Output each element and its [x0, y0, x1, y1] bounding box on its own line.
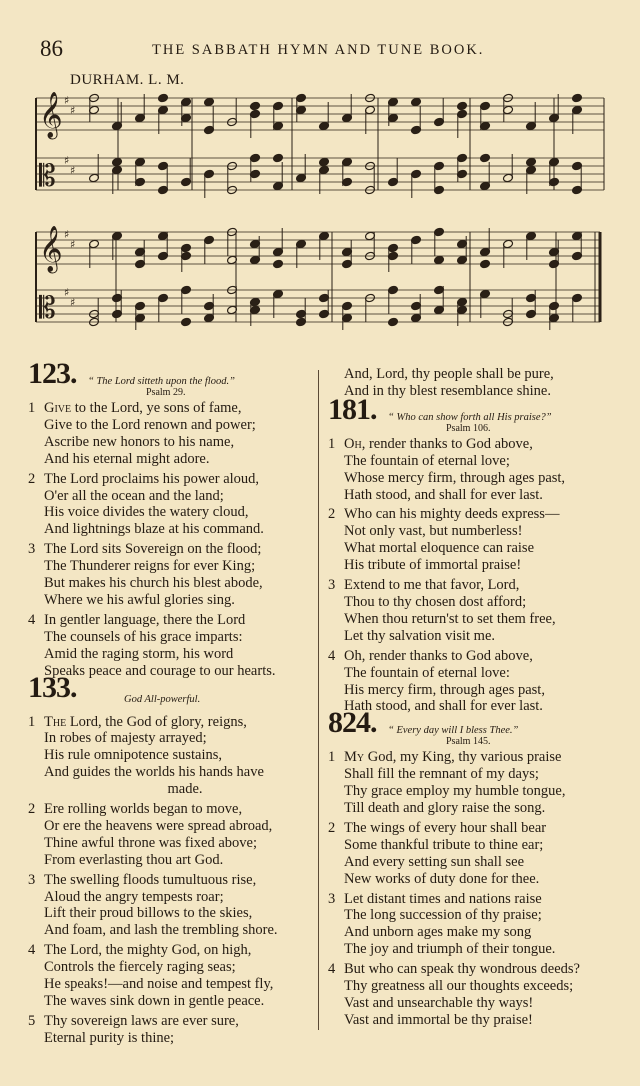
- sharp-icon: ♯: [64, 286, 70, 299]
- left-column: [26, 357, 314, 1050]
- verse-line: And every setting sun shall see: [344, 853, 525, 870]
- verse-line: Aloud the angry tempests roar;: [44, 888, 224, 905]
- verse-line: Thou to thy chosen dost afford;: [344, 593, 527, 610]
- verse-line: And unborn ages make my song: [344, 924, 532, 941]
- hymn-psalm: Psalm 145.: [446, 736, 491, 748]
- verse-line: But who can speak thy wondrous deeds?: [344, 961, 580, 978]
- verse-line: The waves sink down in gentle peace.: [44, 993, 265, 1009]
- verse-line: The long succession of thy praise;: [344, 907, 542, 924]
- verse-line: His voice divides the watery cloud,: [44, 504, 249, 521]
- verse-line: And foam, and lash the trembling shore.: [44, 922, 278, 939]
- verse: [326, 436, 614, 504]
- verse-line: O'er all the ocean and the land;: [44, 487, 224, 504]
- note-head: [434, 255, 445, 265]
- verse: [26, 872, 314, 940]
- verse: [26, 714, 314, 799]
- note-head: [204, 97, 215, 107]
- note-head: [273, 259, 284, 269]
- verse: [26, 541, 314, 609]
- music-score: [0, 0, 640, 340]
- note-head: [273, 153, 284, 163]
- hymn-181: [326, 392, 614, 716]
- line-text: , render thanks to God above,: [361, 435, 533, 452]
- verse: [26, 942, 314, 1010]
- column-divider: [318, 370, 319, 1030]
- note-head: [112, 157, 123, 167]
- line-text: to the Lord, ye sons of fame,: [71, 400, 242, 416]
- verse: [326, 506, 614, 574]
- verse-line: [326, 749, 614, 766]
- verse-number: 3: [28, 871, 36, 888]
- verse-line: Who can his mighty deeds express—: [344, 506, 560, 523]
- running-head: THE SABBATH HYMN AND TUNE BOOK.: [152, 42, 485, 58]
- first-word: The: [44, 713, 67, 730]
- verse-number: 3: [328, 890, 336, 907]
- verse-line: Controls the fiercely raging seas;: [44, 959, 236, 976]
- verse-number: 2: [28, 470, 36, 487]
- verse-line: The fountain of eternal love:: [344, 664, 510, 681]
- verse-line: And lightnings blaze at his command.: [44, 521, 264, 538]
- verse-line: His mercy firm, through ages past,: [344, 681, 545, 698]
- hymn-header: [326, 392, 614, 436]
- verse-line: When thou return'st to set them free,: [344, 610, 556, 627]
- verse-line: [26, 400, 314, 417]
- note-head: [480, 153, 491, 163]
- hymn-motto: God All-powerful.: [124, 693, 201, 705]
- right-column: [326, 366, 614, 1032]
- verse-line: The Lord, the mighty God, on high,: [44, 942, 252, 959]
- verse: [26, 471, 314, 539]
- verse-number: 1: [28, 400, 36, 416]
- verse-line: His rule omnipotence sustains,: [44, 747, 223, 764]
- verse-line: His tribute of immortal praise!: [344, 557, 522, 574]
- verse: [26, 400, 314, 468]
- line-text: Lord, the God of glory, reigns,: [66, 713, 247, 730]
- verse-line: Lift their proud billows to the skies,: [44, 905, 253, 922]
- verse-line: Ascribe new honors to his name,: [44, 433, 235, 450]
- verse-line: The Lord proclaims his power aloud,: [44, 470, 260, 487]
- verse-line: Thy grace employ my humble tongue,: [344, 783, 566, 800]
- hymn-psalm: Psalm 29.: [146, 387, 186, 398]
- verse-line: The counsels of his grace imparts:: [44, 628, 243, 645]
- hymn-123: [26, 357, 314, 680]
- verse-number: 4: [28, 611, 36, 628]
- verse-line: But makes his church his blest abode,: [44, 575, 263, 592]
- verse-line: Amid the raging storm, his word: [44, 645, 234, 662]
- verse-line: The Lord sits Sovereign on the flood;: [44, 541, 262, 558]
- line-text: God, my King, thy various praise: [364, 749, 562, 766]
- first-word: Give: [44, 400, 72, 416]
- verse-number: 5: [28, 1012, 36, 1029]
- verse-line: Speaks peace and courage to our hearts.: [44, 662, 276, 679]
- verse-line: Shall fill the remnant of my days;: [344, 766, 539, 783]
- verse-line: Vast and unsearchable thy ways!: [344, 995, 534, 1011]
- verse-line: Hath stood, and shall for ever last.: [344, 698, 543, 715]
- verse: [326, 648, 614, 716]
- verse-line: And in thy blest resemblance shine.: [344, 382, 551, 399]
- verse: [326, 961, 614, 1029]
- hymn-number: 181.: [328, 392, 377, 426]
- verse-line: Ere rolling worlds began to move,: [44, 801, 243, 818]
- sharp-icon: ♯: [64, 228, 70, 241]
- verse-line: The Thunderer reigns for ever King;: [44, 558, 256, 575]
- verse-line: And, Lord, thy people shall be pure,: [344, 366, 554, 382]
- verse-number: 1: [328, 435, 336, 452]
- hymn-motto: “ Who can show forth all His praise?”: [388, 411, 552, 423]
- verse-number: 3: [328, 577, 336, 594]
- tune-title: DURHAM. L. M.: [70, 72, 185, 88]
- first-word: Oh: [344, 435, 362, 452]
- treble-clef-icon: 𝄞: [39, 92, 63, 138]
- note-head: [480, 259, 491, 269]
- verse-line: In gentler language, there the Lord: [44, 611, 246, 628]
- verse: [326, 891, 614, 959]
- treble-clef-icon: 𝄞: [39, 226, 63, 272]
- verse: [26, 612, 314, 680]
- verse-line: Thy greatness all our thoughts exceeds;: [344, 978, 574, 995]
- verse-line: Not only vast, but numberless!: [344, 523, 523, 540]
- verse-line: [26, 714, 314, 731]
- verse: [26, 1013, 314, 1047]
- verse-line: The fountain of eternal love;: [344, 452, 510, 469]
- verse-line: He speaks!—and noise and tempest fly,: [44, 976, 274, 993]
- verse-number: 4: [28, 942, 36, 959]
- verse: [26, 801, 314, 869]
- note-head: [319, 157, 330, 167]
- verse-line: What mortal eloquence can raise: [344, 540, 535, 557]
- verse-number: 4: [328, 647, 336, 664]
- verse-line: From everlasting thou art God.: [44, 851, 224, 868]
- note-head: [457, 101, 468, 111]
- page-number: 86: [40, 36, 63, 61]
- verse: [326, 820, 614, 888]
- sharp-icon: ♯: [70, 296, 76, 309]
- verse-line: Eternal purity is thine;: [44, 1029, 175, 1046]
- hymn-psalm: Psalm 106.: [446, 422, 491, 434]
- verse-line: Where we his awful glories sing.: [44, 591, 235, 608]
- verse-line: And guides the worlds his hands have: [44, 764, 264, 781]
- verse-line: In robes of majesty arrayed;: [44, 730, 207, 747]
- hymn-number: 824.: [328, 706, 377, 740]
- hymn-number: 123.: [28, 357, 77, 390]
- hymn-motto: “ Every day will I bless Thee.”: [388, 725, 519, 737]
- verse-line: Extend to me that favor, Lord,: [344, 577, 520, 594]
- sharp-icon: ♯: [64, 94, 70, 107]
- hymn-motto: “ The Lord sitteth upon the flood.”: [88, 376, 235, 387]
- verse-line: Let thy salvation visit me.: [344, 627, 496, 644]
- sharp-icon: ♯: [70, 238, 76, 251]
- verse-number: 1: [328, 749, 336, 766]
- note-head: [572, 93, 583, 103]
- verse-number: 2: [328, 506, 336, 523]
- verse-number: 4: [328, 961, 336, 978]
- sharp-icon: ♯: [70, 104, 76, 117]
- first-word: My: [344, 749, 365, 766]
- verse-line: Till death and glory raise the song.: [344, 800, 546, 817]
- verse-line: Oh, render thanks to God above,: [344, 647, 533, 664]
- verse-line: Let distant times and nations raise: [344, 890, 542, 907]
- verse-line: The wings of every hour shall bear: [344, 819, 547, 836]
- sharp-icon: ♯: [70, 164, 76, 177]
- verse-line: made.: [167, 781, 203, 798]
- verse-number: 2: [28, 801, 36, 818]
- verse-line: Give to the Lord renown and power;: [44, 416, 256, 433]
- alto-clef-icon: 𝄡: [39, 159, 56, 194]
- note-head: [158, 93, 169, 103]
- verse-line: Thine awful throne was fixed above;: [44, 834, 257, 851]
- hymn-number: 133.: [28, 670, 77, 704]
- verse-line: Hath stood, and shall for ever last.: [344, 486, 543, 503]
- hymn-header: [26, 357, 314, 400]
- verse-line: [326, 436, 614, 453]
- verse: [326, 577, 614, 645]
- verse-line: Vast and immortal be thy praise!: [344, 1011, 533, 1028]
- note-head: [526, 157, 537, 167]
- sharp-icon: ♯: [64, 154, 70, 167]
- verse-line: The joy and triumph of their tongue.: [344, 941, 556, 958]
- verse-line: Thy sovereign laws are ever sure,: [44, 1012, 239, 1029]
- verse-line: Whose mercy firm, through ages past,: [344, 469, 566, 486]
- verse-line: And his eternal might adore.: [44, 450, 210, 467]
- verse-number: 3: [28, 541, 36, 558]
- note-head: [388, 317, 399, 327]
- alto-clef-icon: 𝄡: [39, 291, 56, 326]
- note-head: [411, 97, 422, 107]
- verse-line: Or ere the heavens were spread abroad,: [44, 817, 273, 834]
- verse-line: New works of duty done for thee.: [344, 870, 540, 887]
- note-head: [250, 101, 261, 111]
- note-head: [181, 317, 192, 327]
- verse-line: The swelling floods tumultuous rise,: [44, 871, 257, 888]
- verse-line: Some thankful tribute to thine ear;: [344, 836, 544, 853]
- verse-number: 2: [328, 819, 336, 836]
- verse-number: 1: [28, 713, 36, 730]
- verse: [326, 749, 614, 817]
